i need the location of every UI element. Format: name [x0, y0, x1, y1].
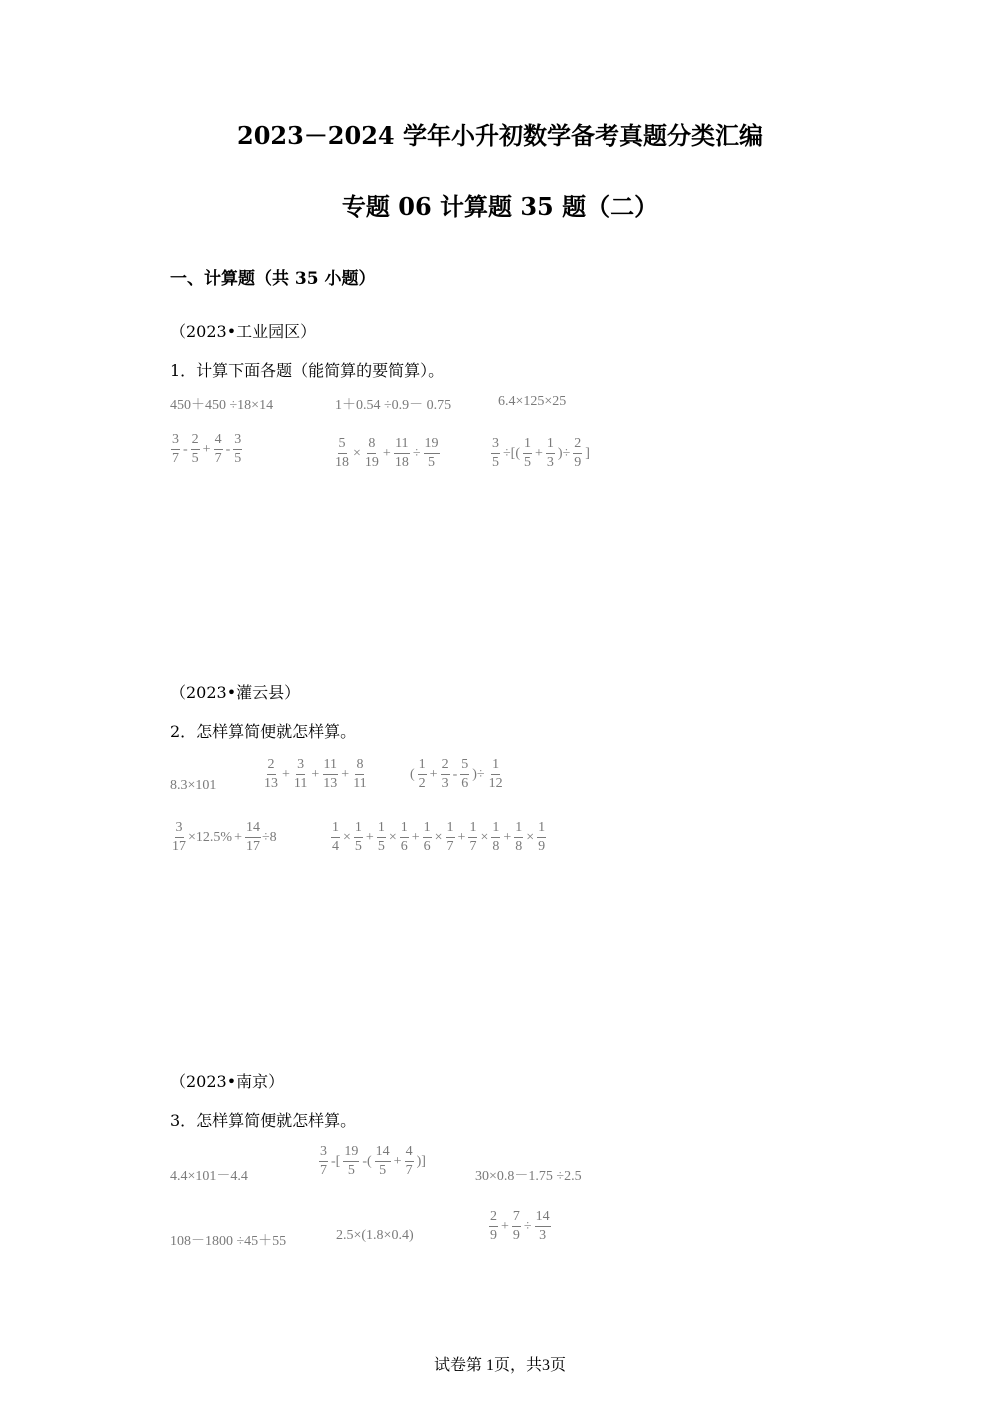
q1-fraction-expression-f: $\frac{3}{5}$ ÷[( 1 5 + $\frac{1}{3}$ )÷ $\frac{2}{9}$ ] — [492, 436, 590, 470]
q2-divide-term: ÷8 — [261, 829, 277, 845]
q2-fraction-expression-b: 2 13 + $\frac{3}{11}$ + $\frac{11}{13}$ + $\frac{8}{11}$ — [264, 757, 367, 791]
q3-expression-d: 108－1800 ÷45＋55 — [170, 1234, 287, 1249]
q3-expression-c: 30×0.8－1.75 ÷2.5 — [475, 1169, 582, 1184]
q1-fraction-expression-e: $\frac{5}{18}$ × $\frac{8}{19}$ + $\frac{11}{18}$ ÷ $\frac{19}{5}$ — [335, 436, 439, 470]
section-heading: 一、计算题（共 35 小题） — [170, 269, 376, 289]
question-3-source: （2023•南京） — [170, 1072, 285, 1091]
q1-expression-a: 450＋450 ÷18×14 — [170, 398, 274, 413]
document-subtitle: 专题 06 计算题 35 题（二） — [341, 192, 659, 221]
q2-percent-term: ×12.5% — [188, 829, 233, 845]
q3-expression-e: 2.5×(1.8×0.4) — [336, 1228, 414, 1243]
question-2-source: （2023•灌云县） — [170, 683, 301, 702]
question-1-source: （2023•工业园区） — [170, 322, 317, 341]
question-3-prompt: 3．怎样算简便就怎样算。 — [170, 1111, 357, 1130]
q1-expression-c: 6.4×125×25 — [498, 394, 567, 409]
q1-fraction-expression-d: 3 7 - 2 5 + $\frac{4}{7}$ - 3 5 — [172, 432, 242, 466]
q3-expression-a: 4.4×101－4.4 — [170, 1169, 248, 1184]
q3-fraction-expression-b: 3 7 -[ 19 5 -( 14 5 + $\frac{4}{7}$ )] — [320, 1144, 426, 1178]
page-footer: 试卷第 1页，共3页 — [433, 1357, 566, 1374]
q3-fraction-expression-f: 2 9 + $\frac{7}{9}$ ÷ $\frac{14}{3}$ — [490, 1209, 550, 1243]
q2-fraction-expression-d: $\frac{3}{17}$ ×12.5% + $\frac{14}{17}$ ÷8 — [172, 820, 277, 854]
q2-fraction-expression-e: $\frac{1}{4}$ × $\frac{1}{5}$ + $\frac{1}{5}$ × $\frac{1}{6}$ + $\frac{1}{6}$ × $\frac{1}{7}$ + $\frac{1}{7}$ × $\frac{1}{8}$ + $\frac{1}{8}$ × $\frac{1}{9}$ — [332, 820, 546, 854]
document-title: 2023－2024 学年小升初数学备考真题分类汇编 — [237, 121, 763, 150]
q2-expression-a: 8.3×101 — [170, 778, 217, 793]
q1-expression-b: 1＋0.54 ÷0.9－ 0.75 — [335, 398, 452, 413]
question-1-prompt: 1．计算下面各题（能简算的要简算）。 — [170, 361, 445, 380]
q2-fraction-expression-c: ( 1 2 + $\frac{2}{3}$ - 5 6 )÷ $\frac{1}{12}$ — [410, 757, 503, 791]
question-2-prompt: 2．怎样算简便就怎样算。 — [170, 722, 357, 741]
